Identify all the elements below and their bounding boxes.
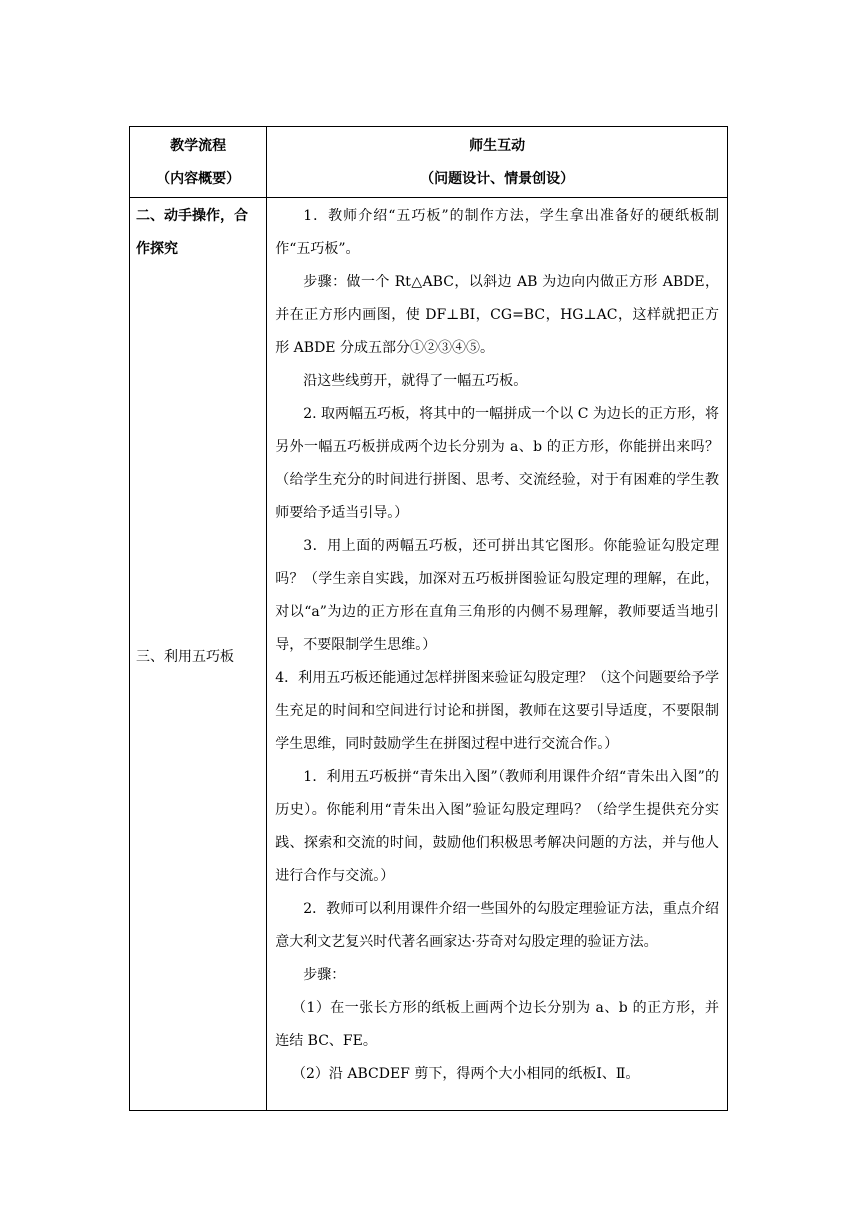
section3-title: 三、利用五巧板 <box>136 649 234 665</box>
paragraph-5: 3．用上面的两幅五巧板，还可拼出其它图形。你能验证勾股定理吗？（学生亲自实践，加深对五巧板拼图验证勾股定理的理解，在此，对以“a”为边的正方形在直角三角形的内侧不易理解，教师要适当地引导，不要限制学生思维。） <box>275 538 719 653</box>
body-left-cell <box>130 198 267 1111</box>
paragraph-6: 4．利用五巧板还能通过怎样拼图来验证勾股定理？（这个问题要给予学生充足的时间和空间进行讨论和拼图，教师在这要引导适度，不要限制学生思维，同时鼓励学生在拼图过程中进行交流合作。） <box>275 670 719 752</box>
paragraph-2: 步骤：做一个 Rt△ABC，以斜边 AB 为边向内做正方形 ABDE，并在正方形内画图，使 DF⊥BI，CG=BC，HG⊥AC，这样就把正方形 ABDE 分成五部分①②③④⑤。 <box>275 274 719 356</box>
body-row <box>130 198 728 1111</box>
paragraph-10: （1）在一张长方形的纸板上画两个边长分别为 a、b 的正方形，并连结 BC、FE。 <box>275 1000 719 1049</box>
header-left-line1: 教学流程 <box>170 138 227 154</box>
header-row <box>130 127 728 198</box>
lesson-table <box>129 126 728 1111</box>
paragraph-11: （2）沿 ABCDEF 剪下，得两个大小相同的纸板Ⅰ、Ⅱ。 <box>292 1066 640 1082</box>
body-right-cell <box>267 198 728 1111</box>
header-right-cell <box>267 127 728 198</box>
paragraph-9: 步骤： <box>303 967 346 983</box>
header-left-line2: （内容概要） <box>156 171 241 187</box>
body-text <box>267 198 727 1091</box>
paragraph-3: 沿这些线剪开，就得了一幅五巧板。 <box>303 373 528 389</box>
header-right-line1: 师生互动 <box>469 138 526 154</box>
header-left-cell <box>130 127 267 198</box>
paragraph-1: 1．教师介绍“五巧板”的制作方法，学生拿出准备好的硬纸板制作“五巧板”。 <box>275 208 719 257</box>
paragraph-8: 2．教师可以利用课件介绍一些国外的勾股定理验证方法，重点介绍意大利文艺复兴时代著名画家达·芬奇对勾股定理的验证方法。 <box>275 901 719 950</box>
section2-title: 二、动手操作，合作探究 <box>136 208 248 257</box>
paragraph-4: 2. 取两幅五巧板，将其中的一幅拼成一个以 C 为边长的正方形，将另外一幅五巧板拼成两个边长分别为 a、b 的正方形，你能拼出来吗？（给学生充分的时间进行拼图、思考、交流经验，对于有困难的学生教师要给予适当引导。） <box>275 406 719 521</box>
paragraph-7: 1．利用五巧板拼“青朱出入图”（教师利用课件介绍“青朱出入图”的历史）。你能利用“青朱出入图”验证勾股定理吗？（给学生提供充分实践、探索和交流的时间，鼓励他们积极思考解决问题的方法，并与他人进行合作与交流。） <box>275 769 719 884</box>
header-right-line2: （问题设计、情景创设） <box>420 171 575 187</box>
